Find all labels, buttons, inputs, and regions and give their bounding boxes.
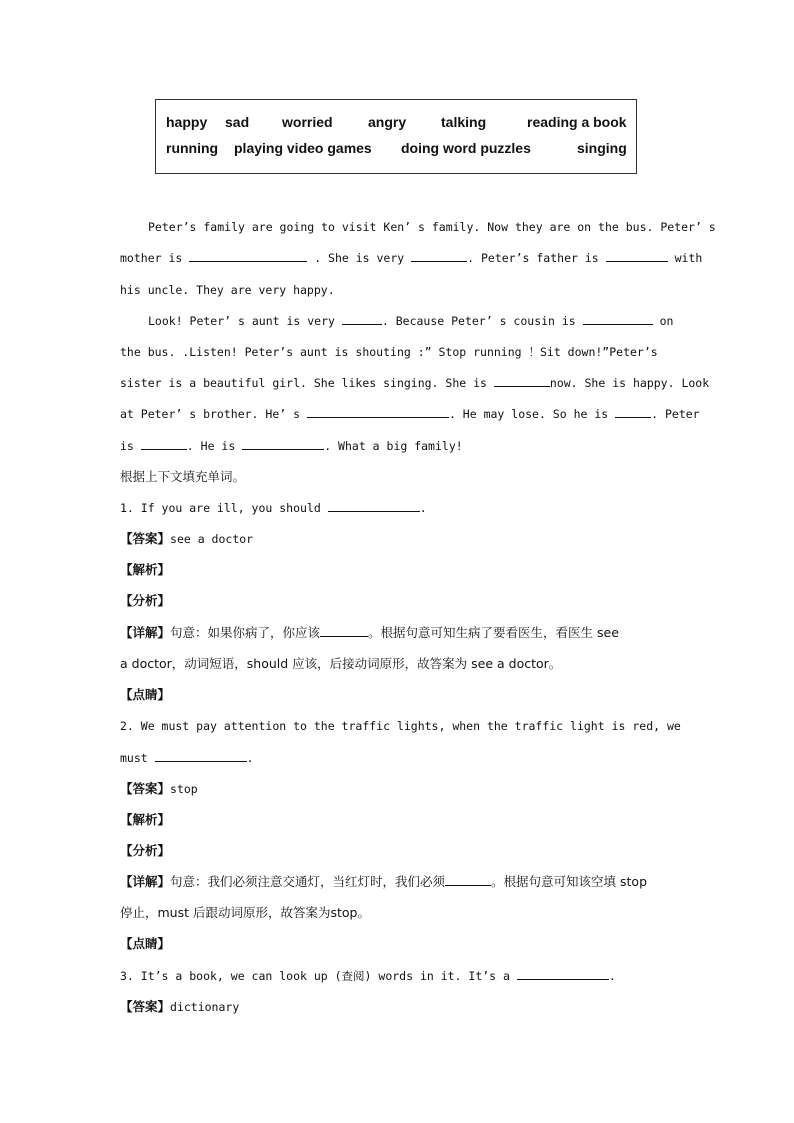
passage-line: is . He is . What a big family!	[120, 439, 463, 453]
answer-3: 【答案】dictionary	[120, 999, 240, 1014]
passage-line: his uncle. They are very happy.	[120, 283, 335, 297]
blank	[242, 438, 324, 450]
blank	[328, 500, 420, 512]
question-2-cont: must .	[120, 751, 254, 765]
word-playing-video-games: playing video games	[234, 140, 372, 156]
word-bank-box	[155, 99, 637, 174]
answer-1: 【答案】see a doctor	[120, 531, 254, 546]
xiangjie-2-cont: 停止，must 后跟动词原形，故答案为stop。	[120, 905, 370, 920]
xiangjie-1-cont: a doctor，动词短语，should 应该，后接动词原形，故答案为 see a doctor。	[120, 656, 562, 671]
question-2: 2. We must pay attention to the traffic lights, when the traffic light is red, we	[120, 719, 681, 733]
word-singing: singing	[577, 140, 627, 156]
word-running: running	[166, 140, 219, 156]
blank	[494, 375, 550, 387]
blank	[606, 250, 668, 262]
blank	[141, 438, 187, 450]
word-angry: angry	[368, 114, 407, 130]
word-reading-a-book: reading a book	[527, 114, 627, 130]
dianjing-label: 【点睛】	[120, 687, 171, 702]
blank	[189, 250, 307, 262]
jiexi-label: 【解析】	[120, 562, 171, 577]
passage-line: at Peter’ s brother. He’ s . He may lose. So he is . Peter	[120, 407, 700, 421]
blank	[155, 750, 247, 762]
passage-line: sister is a beautiful girl. She likes singing. She is now. She is happy. Look	[120, 376, 710, 390]
fenxi-label: 【分析】	[120, 843, 171, 858]
blank	[445, 874, 491, 886]
question-1: 1. If you are ill, you should .	[120, 501, 427, 515]
blank	[583, 313, 653, 325]
blank	[307, 406, 449, 418]
passage-line: the bus. .Listen! Peter’s aunt is shouting :” Stop running ！Sit down!”Peter’s	[120, 345, 658, 359]
word-doing-word-puzzles: doing word puzzles	[401, 140, 531, 156]
blank	[320, 625, 368, 637]
passage-line: mother is . She is very . Peter’s father is with	[120, 251, 703, 265]
passage-line: Peter’s family are going to visit Ken’ s family. Now they are on the bus. Peter’ s	[148, 220, 716, 234]
word-talking: talking	[441, 114, 487, 130]
jiexi-label: 【解析】	[120, 812, 171, 827]
word-happy: happy	[166, 114, 208, 130]
answer-2: 【答案】stop	[120, 781, 198, 796]
blank	[411, 250, 467, 262]
question-3: 3. It’s a book, we can look up (查阅) words in it. It’s a .	[120, 969, 616, 983]
passage-line: Look! Peter’ s aunt is very . Because Peter’ s cousin is on	[148, 314, 674, 328]
xiangjie-2: 【详解】句意：我们必须注意交通灯，当红灯时，我们必须 。根据句意可知该空填 stop	[120, 874, 648, 889]
fenxi-label: 【分析】	[120, 593, 171, 608]
word-sad: sad	[225, 114, 250, 130]
blank	[517, 968, 609, 980]
instruction: 根据上下文填充单词。	[120, 469, 246, 484]
xiangjie-1: 【详解】句意：如果你病了，你应该 。根据句意可知生病了要看医生，看医生 see	[120, 625, 619, 640]
blank	[342, 313, 382, 325]
word-worried: worried	[282, 114, 333, 130]
blank	[615, 406, 651, 418]
dianjing-label: 【点睛】	[120, 936, 171, 951]
